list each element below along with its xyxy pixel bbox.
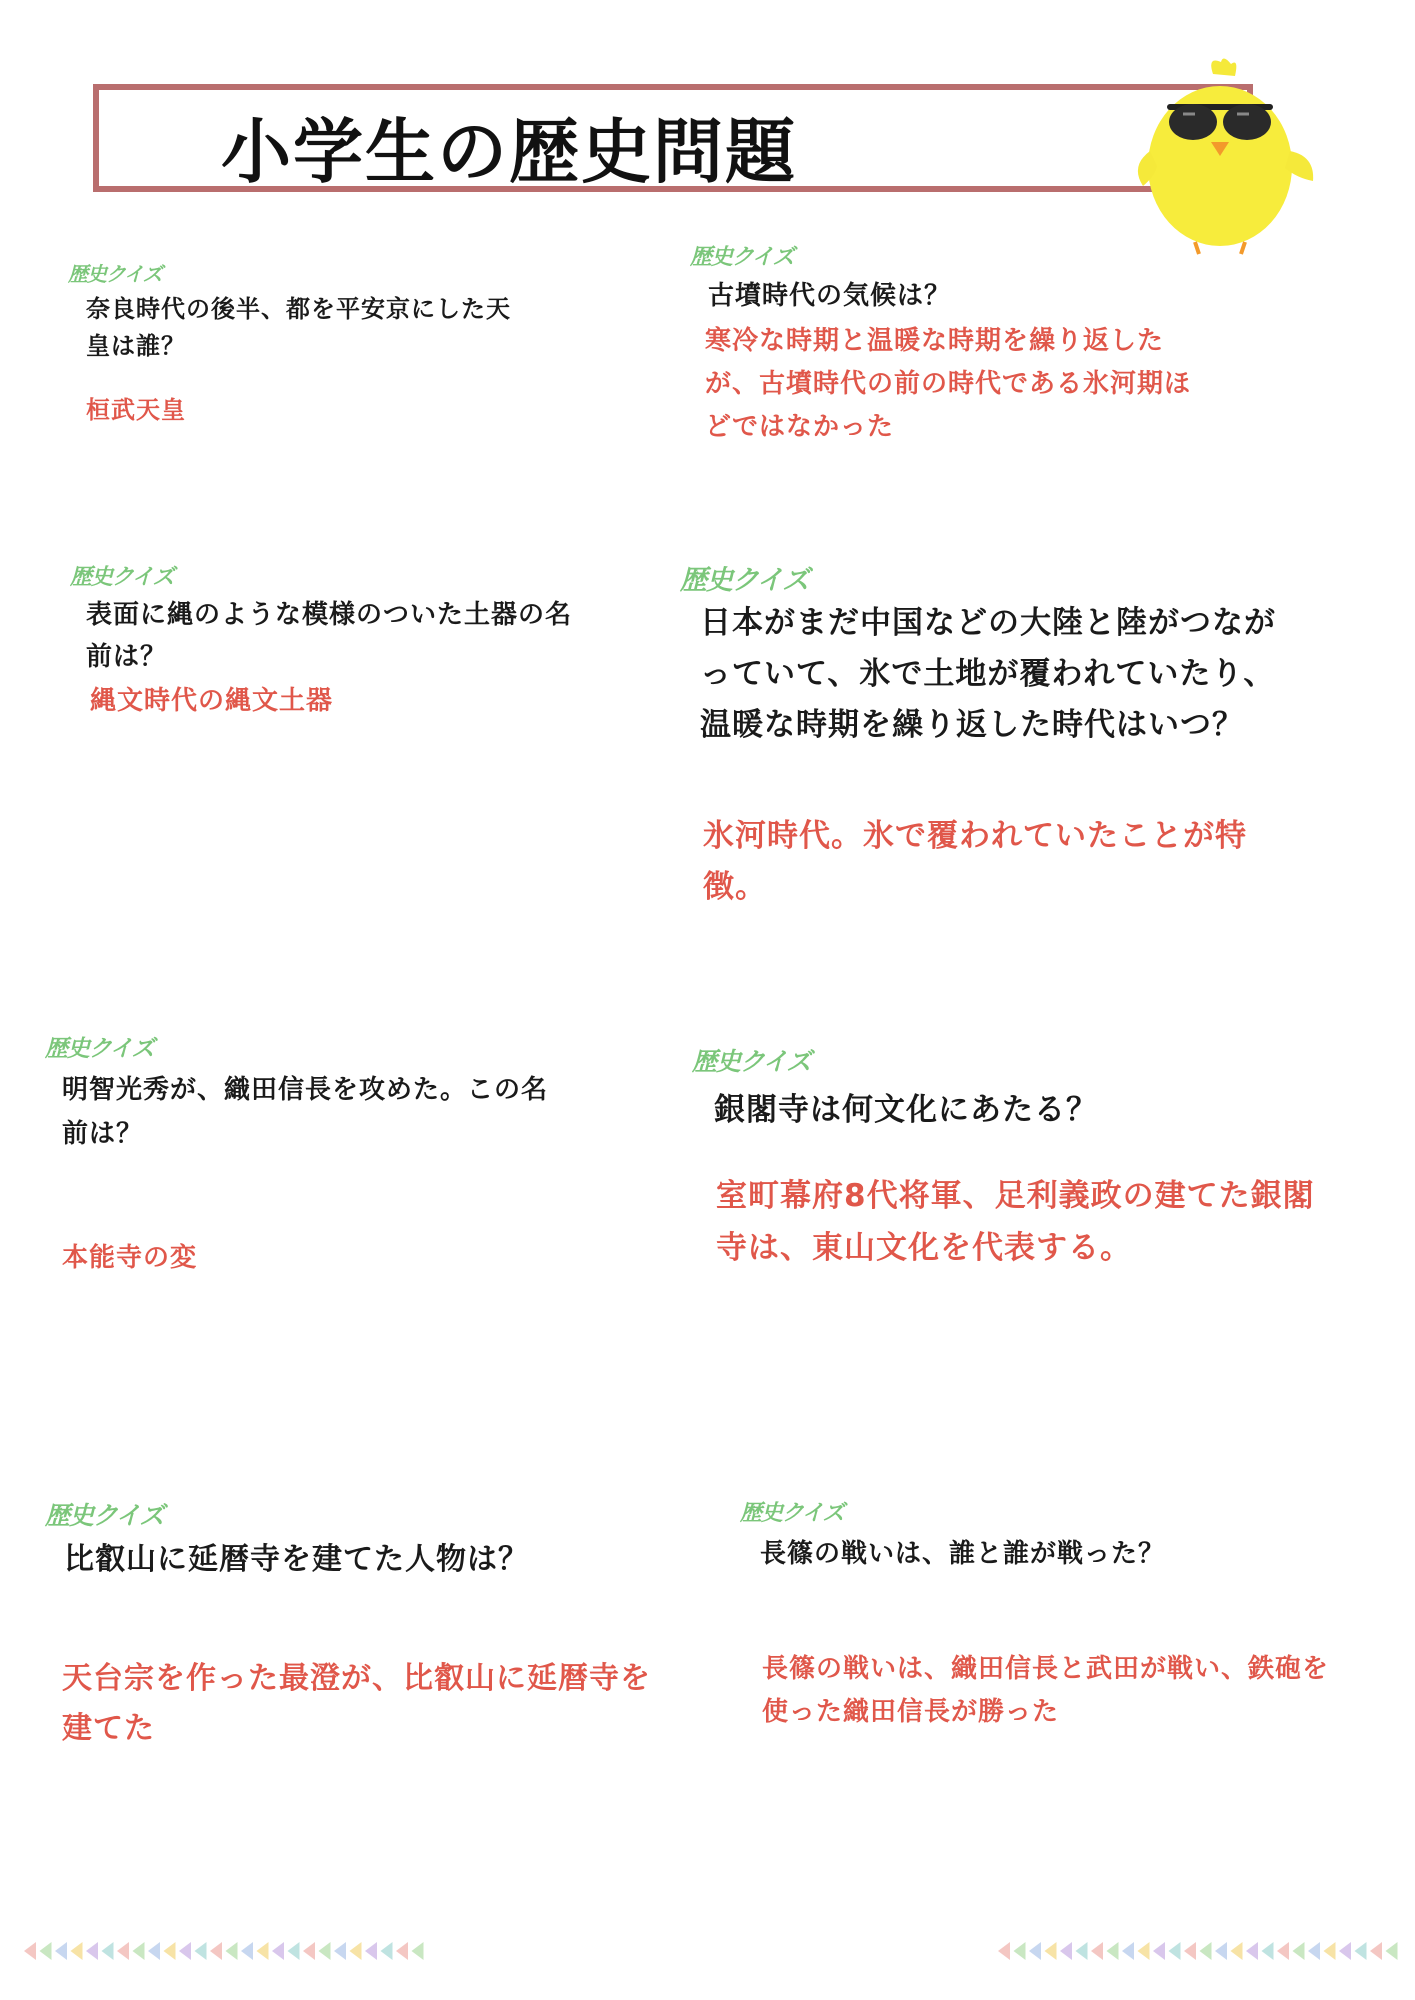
quiz-label: 歴史クイズ: [690, 245, 794, 270]
title-box: [93, 84, 1253, 192]
page-title: 小学生の歴史問題: [221, 111, 797, 193]
quiz-question: 古墳時代の気候は？: [708, 281, 952, 311]
quiz-answer: 氷河時代。氷で覆われていたことが特徴。: [703, 818, 1247, 905]
quiz-label: 歴史クイズ: [68, 262, 162, 286]
quiz-label: 歴史クイズ: [45, 1501, 164, 1530]
quiz-question: 奈良時代の後半、都を平安京にした天皇は誰？: [86, 295, 511, 360]
quiz-question: 銀閣寺は何文化にあたる？: [714, 1092, 1098, 1128]
triangle-border-right-icon: [998, 1940, 1408, 1962]
chick-mascot-icon: [1125, 56, 1315, 256]
quiz-answer: 寒冷な時期と温暖な時期を繰り返したが、古墳時代の前の時代である氷河期ほどではなかった: [705, 326, 1192, 442]
quiz-question: 日本がまだ中国などの大陸と陸がつながっていて、氷で土地が覆われていたり、温暖な時期を繰り返した時代はいつ？: [700, 605, 1276, 743]
quiz-answer: 長篠の戦いは、織田信長と武田が戦い、鉄砲を使った織田信長が勝った: [762, 1654, 1330, 1727]
quiz-question: 表面に縄のような模様のついた土器の名前は？: [86, 600, 573, 672]
quiz-label: 歴史クイズ: [692, 1047, 811, 1076]
triangle-border-left-icon: [24, 1940, 434, 1962]
quiz-answer: 室町幕府8代将軍、足利義政の建てた銀閣寺は、東山文化を代表する。: [716, 1178, 1315, 1266]
quiz-question: 長篠の戦いは、誰と誰が戦った？: [760, 1539, 1166, 1569]
quiz-answer: 天台宗を作った最澄が、比叡山に延暦寺を建てた: [62, 1661, 651, 1746]
quiz-label: 歴史クイズ: [680, 565, 809, 596]
quiz-label: 歴史クイズ: [70, 565, 174, 590]
quiz-answer: 桓武天皇: [86, 396, 186, 424]
quiz-label: 歴史クイズ: [45, 1036, 154, 1062]
quiz-question: 明智光秀が、織田信長を攻めた。この名前は？: [62, 1075, 549, 1149]
quiz-answer: 本能寺の変: [62, 1243, 198, 1273]
quiz-label: 歴史クイズ: [740, 1501, 844, 1526]
quiz-answer: 縄文時代の縄文土器: [90, 686, 334, 716]
quiz-question: 比叡山に延暦寺を建てた人物は？: [64, 1542, 529, 1577]
